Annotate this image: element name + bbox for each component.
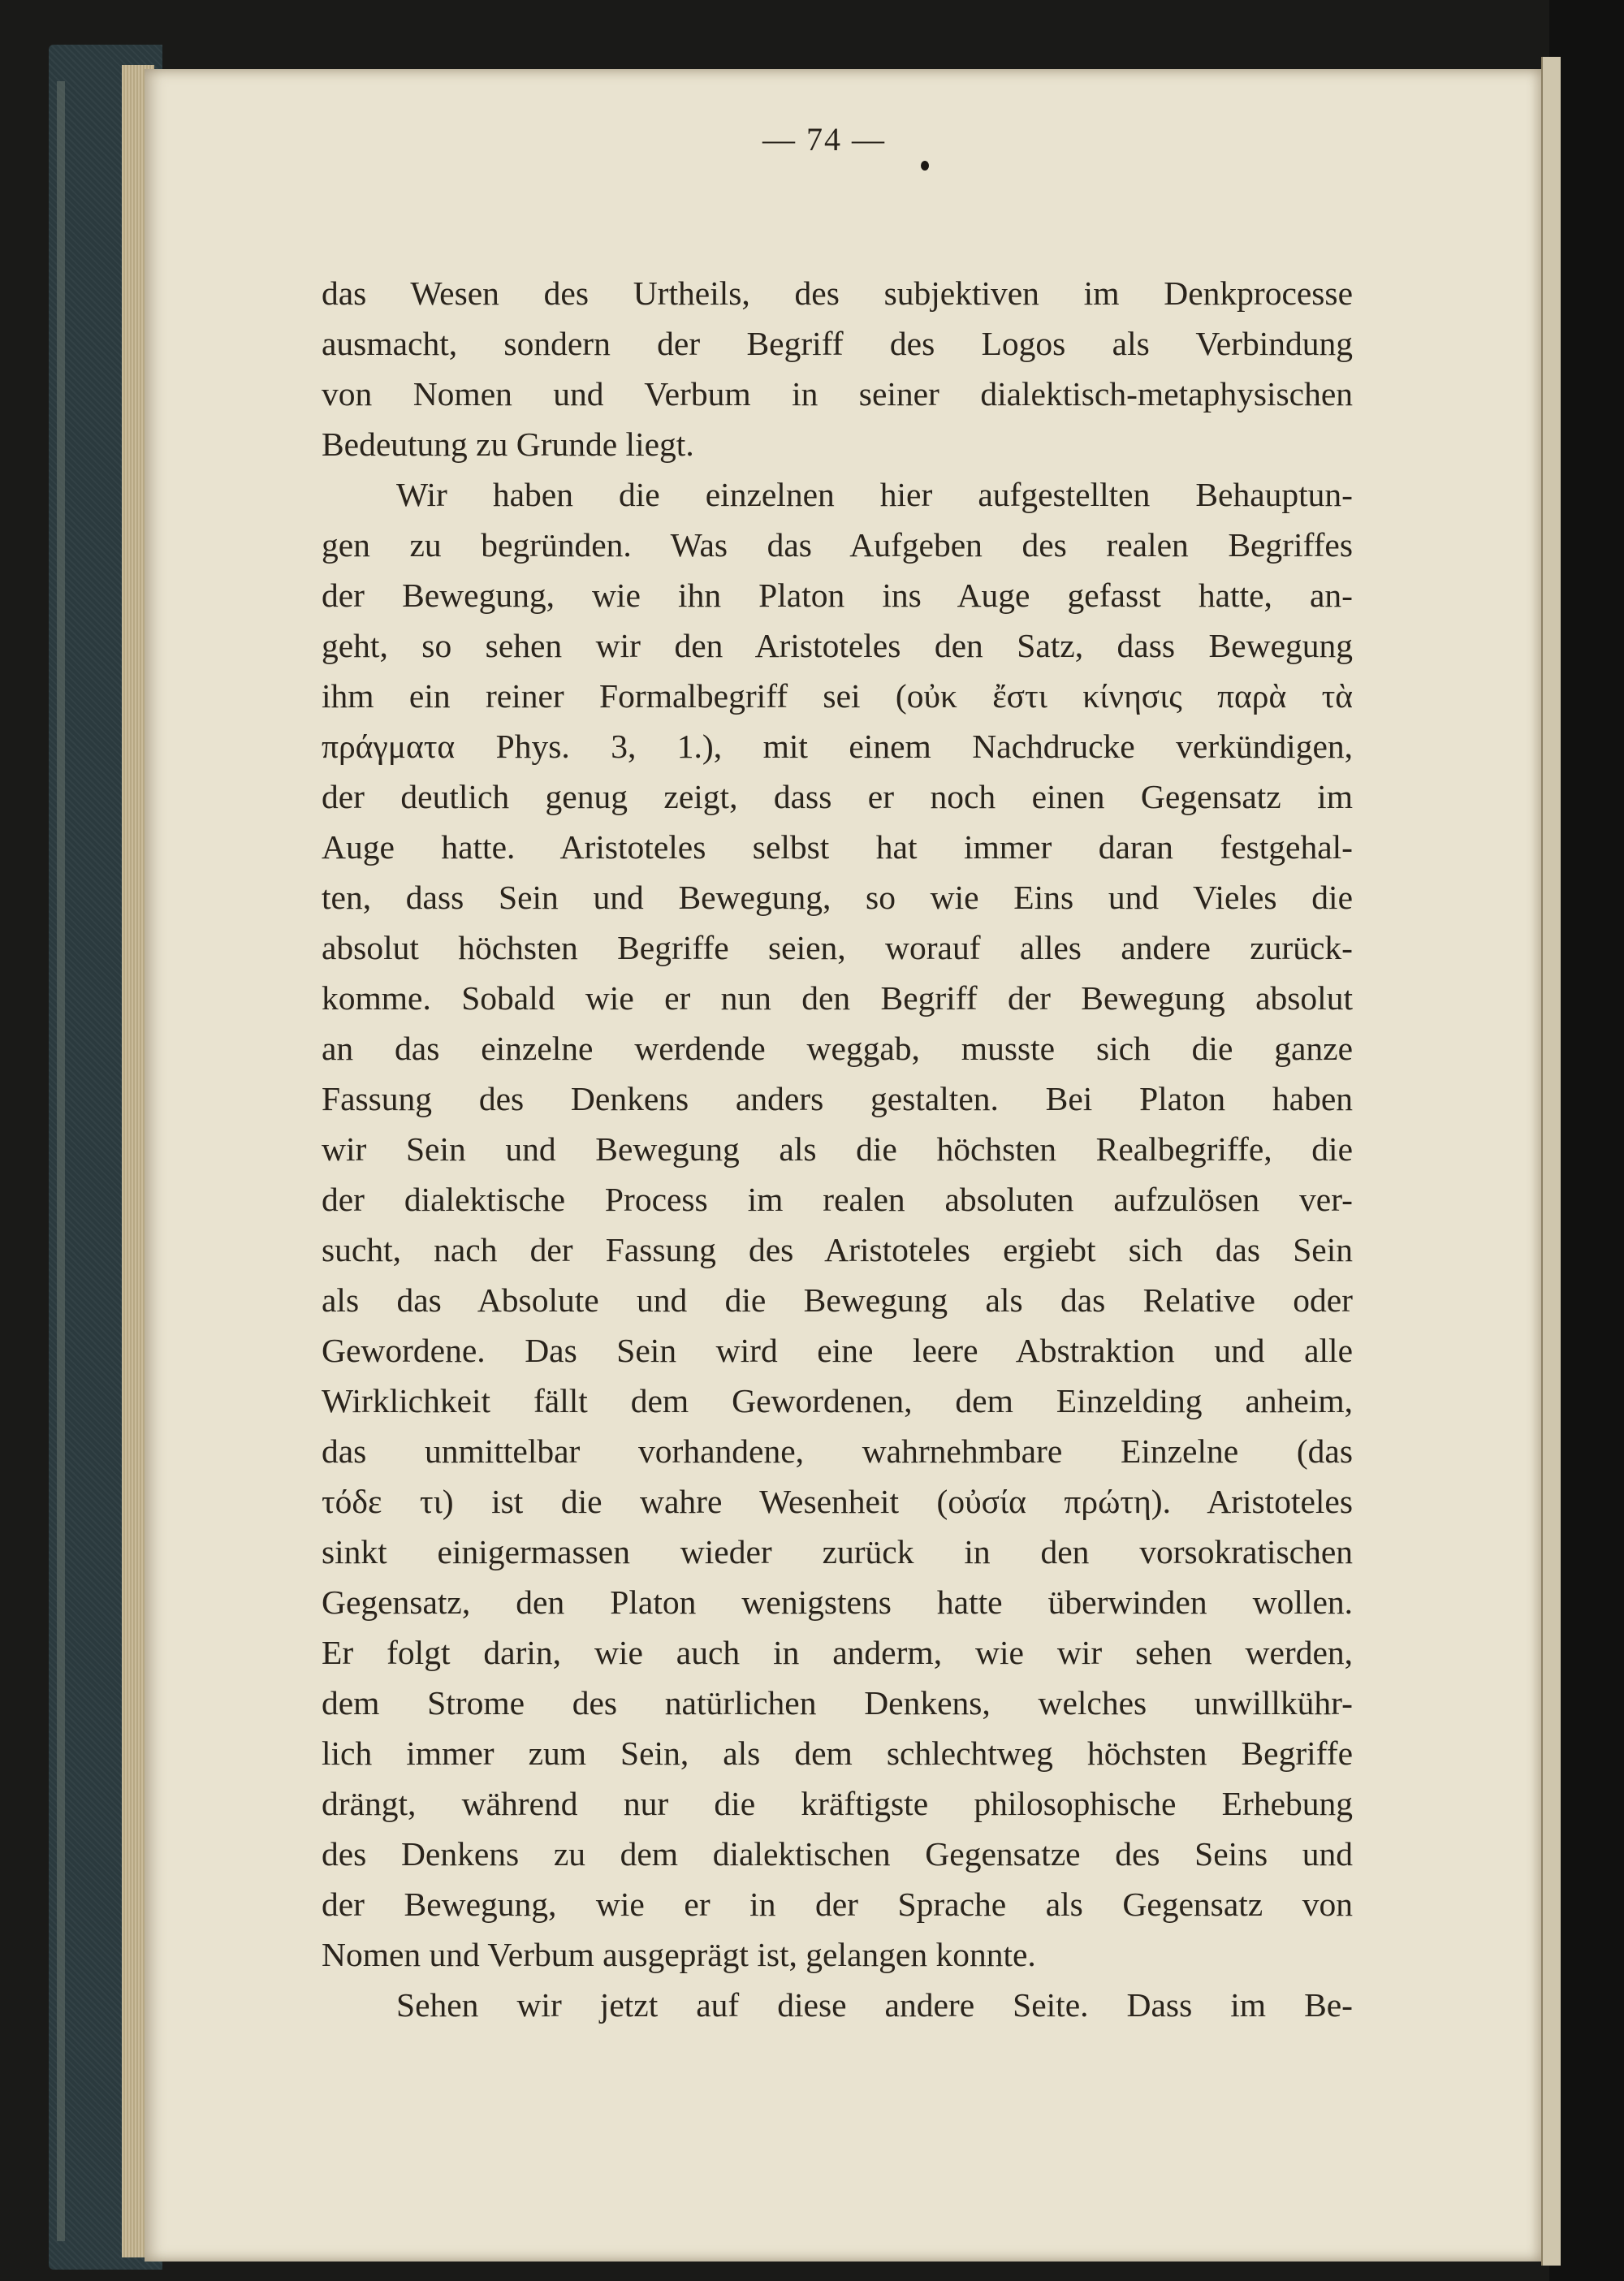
text-line: ausmacht, sondern der Begriff des Logos als Verbindung [322, 325, 1353, 362]
text-line: sinkt einigermassen wieder zurück in den vorsokratischen [322, 1533, 1353, 1570]
text-line: der Bewegung, wie ihn Platon ins Auge gefasst hatte, an- [322, 577, 1353, 614]
text-line: Nomen und Verbum ausgeprägt ist, gelangen konnte. [322, 1936, 1036, 1973]
text-line: Fassung des Denkens anders gestalten. Bei Platon haben [322, 1080, 1353, 1117]
text-line: des Denkens zu dem dialektischen Gegensatze des Seins und [322, 1835, 1353, 1873]
text-line: Sehen wir jetzt auf diese andere Seite. Dass im Be- [396, 1986, 1353, 2024]
body-text [322, 268, 1353, 2030]
text-line: an das einzelne werdende weggab, musste sich die ganze [322, 1030, 1353, 1067]
next-page-edge [1541, 57, 1561, 2266]
text-line: ten, dass Sein und Bewegung, so wie Eins und Vieles die [322, 879, 1353, 916]
text-line: Gewordene. Das Sein wird eine leere Abstraktion und alle [322, 1332, 1353, 1369]
text-line: ihm ein reiner Formalbegriff sei (οὐκ ἔστι κίνησις παρὰ τὰ [322, 677, 1353, 715]
text-line: der deutlich genug zeigt, dass er noch einen Gegensatz im [322, 778, 1353, 815]
text-line: das Wesen des Urtheils, des subjektiven im Denkprocesse [322, 274, 1353, 312]
text-line: als das Absolute und die Bewegung als das Relative oder [322, 1281, 1353, 1319]
text-line: der Bewegung, wie er in der Sprache als Gegensatz von [322, 1886, 1353, 1923]
text-line: absolut höchsten Begriffe seien, worauf alles andere zurück- [322, 929, 1353, 966]
cover-edge [57, 81, 65, 2241]
text-line: Wir haben die einzelnen hier aufgestellten Behauptun- [396, 476, 1353, 513]
text-line: dem Strome des natürlichen Denkens, welches unwillkühr- [322, 1684, 1353, 1722]
text-line: Er folgt darin, wie auch in anderm, wie wir sehen werden, [322, 1634, 1353, 1671]
text-line: Bedeutung zu Grunde liegt. [322, 426, 694, 463]
text-line: Wirklichkeit fällt dem Gewordenen, dem Einzelding anheim, [322, 1382, 1353, 1419]
page-number: — 74 — [762, 121, 886, 158]
text-line: lich immer zum Sein, als dem schlechtweg höchsten Begriffe [322, 1735, 1353, 1772]
text-line: drängt, während nur die kräftigste philosophische Erhebung [322, 1785, 1353, 1822]
text-line: wir Sein und Bewegung als die höchsten Realbegriffe, die [322, 1130, 1353, 1168]
text-line: das unmittelbar vorhandene, wahrnehmbare Einzelne (das [322, 1432, 1353, 1470]
text-line: sucht, nach der Fassung des Aristoteles ergiebt sich das Sein [322, 1231, 1353, 1268]
text-line: Gegensatz, den Platon wenigstens hatte überwinden wollen. [322, 1583, 1353, 1621]
text-line: von Nomen und Verbum in seiner dialektisch-metaphysischen [322, 375, 1353, 413]
text-line: geht, so sehen wir den Aristoteles den Satz, dass Bewegung [322, 627, 1353, 664]
text-line: komme. Sobald wie er nun den Begriff der Bewegung absolut [322, 979, 1353, 1017]
ink-dot [921, 161, 929, 171]
text-line: τόδε τι) ist die wahre Wesenheit (οὐσία πρώτη). Aristoteles [322, 1483, 1353, 1520]
text-line: der dialektische Process im realen absoluten aufzulösen ver- [322, 1181, 1353, 1218]
text-line: gen zu begründen. Was das Aufgeben des realen Begriffes [322, 526, 1353, 564]
text-line: πράγματα Phys. 3, 1.), mit einem Nachdrucke verkündigen, [322, 728, 1353, 765]
text-line: Auge hatte. Aristoteles selbst hat immer daran festgehal- [322, 828, 1353, 866]
